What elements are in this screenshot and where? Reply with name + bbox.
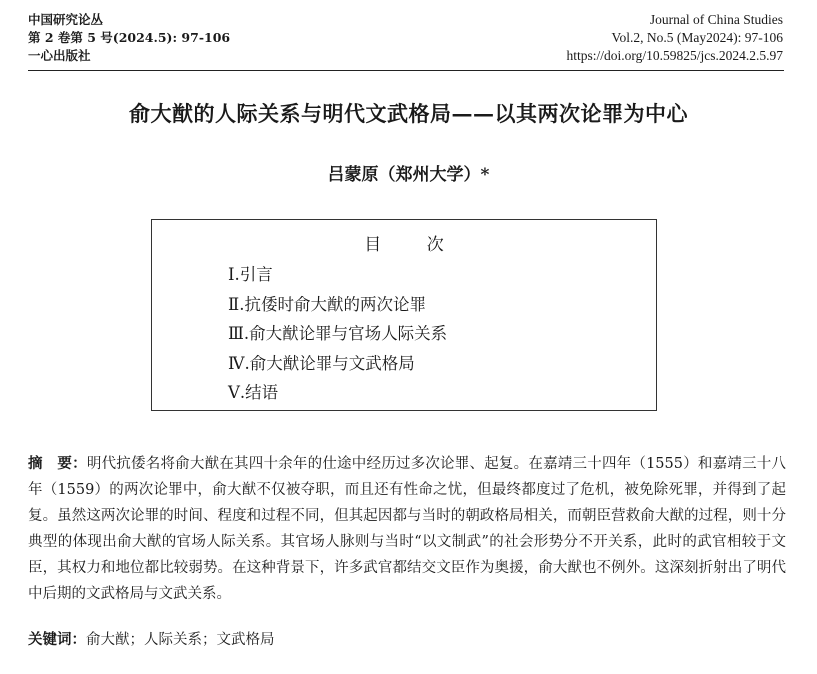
toc-item[interactable]: Ⅴ.结语	[228, 383, 279, 402]
header-right	[566, 11, 783, 65]
keywords	[28, 629, 275, 651]
journal-name-en: Journal of China Studies	[649, 12, 783, 27]
doi-link[interactable]: https://doi.org/10.59825/jcs.2024.2.5.97	[566, 48, 783, 63]
toc-heading: 目 次	[364, 235, 464, 255]
toc-item[interactable]: Ⅳ.俞大猷论罪与文武格局	[228, 353, 415, 373]
abstract-text: 明代抗倭名将俞大猷在其四十余年的仕途中经历过多次论罪、起复。在嘉靖三十四年（1555）和嘉靖三十八年（1559）的两次论罪中，俞大猷不仅被夺职，而且还有性命之忧，但最终都度过了危机，被免除死罪，并得到了起复。虽然这两次论罪的时间、程度和过程不同，但其起因都与当时的朝政格局相关，而朝臣营救俞大猷的过程，则十分典型的体现出俞大猷的官场人际关系。其官场人脉则与当时“以文制武”的社会形势分不开关系，此时的武官相较于文臣，其权力和地位都比较弱势。在这种背景下，许多武官都结交文臣作为奥援，俞大猷也不例外。这深刻折射出了明代中后期的文武格局与文武关系。	[28, 456, 787, 602]
keywords-text: 俞大猷；人际关系；文武格局	[86, 632, 275, 648]
toc-item[interactable]: Ⅱ.抗倭时俞大猷的两次论罪	[228, 294, 426, 314]
paper-title: 俞大猷的人际关系与明代文武格局——以其两次论罪为中心	[129, 101, 688, 126]
header-left	[28, 11, 230, 65]
toc-list	[228, 260, 447, 408]
toc-item[interactable]: Ⅰ.引言	[228, 265, 273, 284]
toc-item[interactable]: Ⅲ.俞大猷论罪与官场人际关系	[228, 324, 448, 343]
abstract	[28, 451, 786, 607]
table-of-contents	[151, 219, 657, 411]
journal-name-cn: 中国研究论丛	[28, 12, 104, 27]
publisher-cn: 一心出版社	[28, 48, 91, 63]
issue-info-cn: 第 2 卷第 5 号(2024.5): 97-106	[28, 30, 231, 45]
issue-info-en: Vol.2, No.5 (May2024): 97-106	[611, 30, 783, 45]
abstract-label: 摘 要：	[28, 455, 87, 472]
keywords-label: 关键词：	[28, 631, 86, 648]
header-divider	[28, 70, 784, 71]
author-line: 吕蒙原（郑州大学）*	[327, 165, 490, 185]
